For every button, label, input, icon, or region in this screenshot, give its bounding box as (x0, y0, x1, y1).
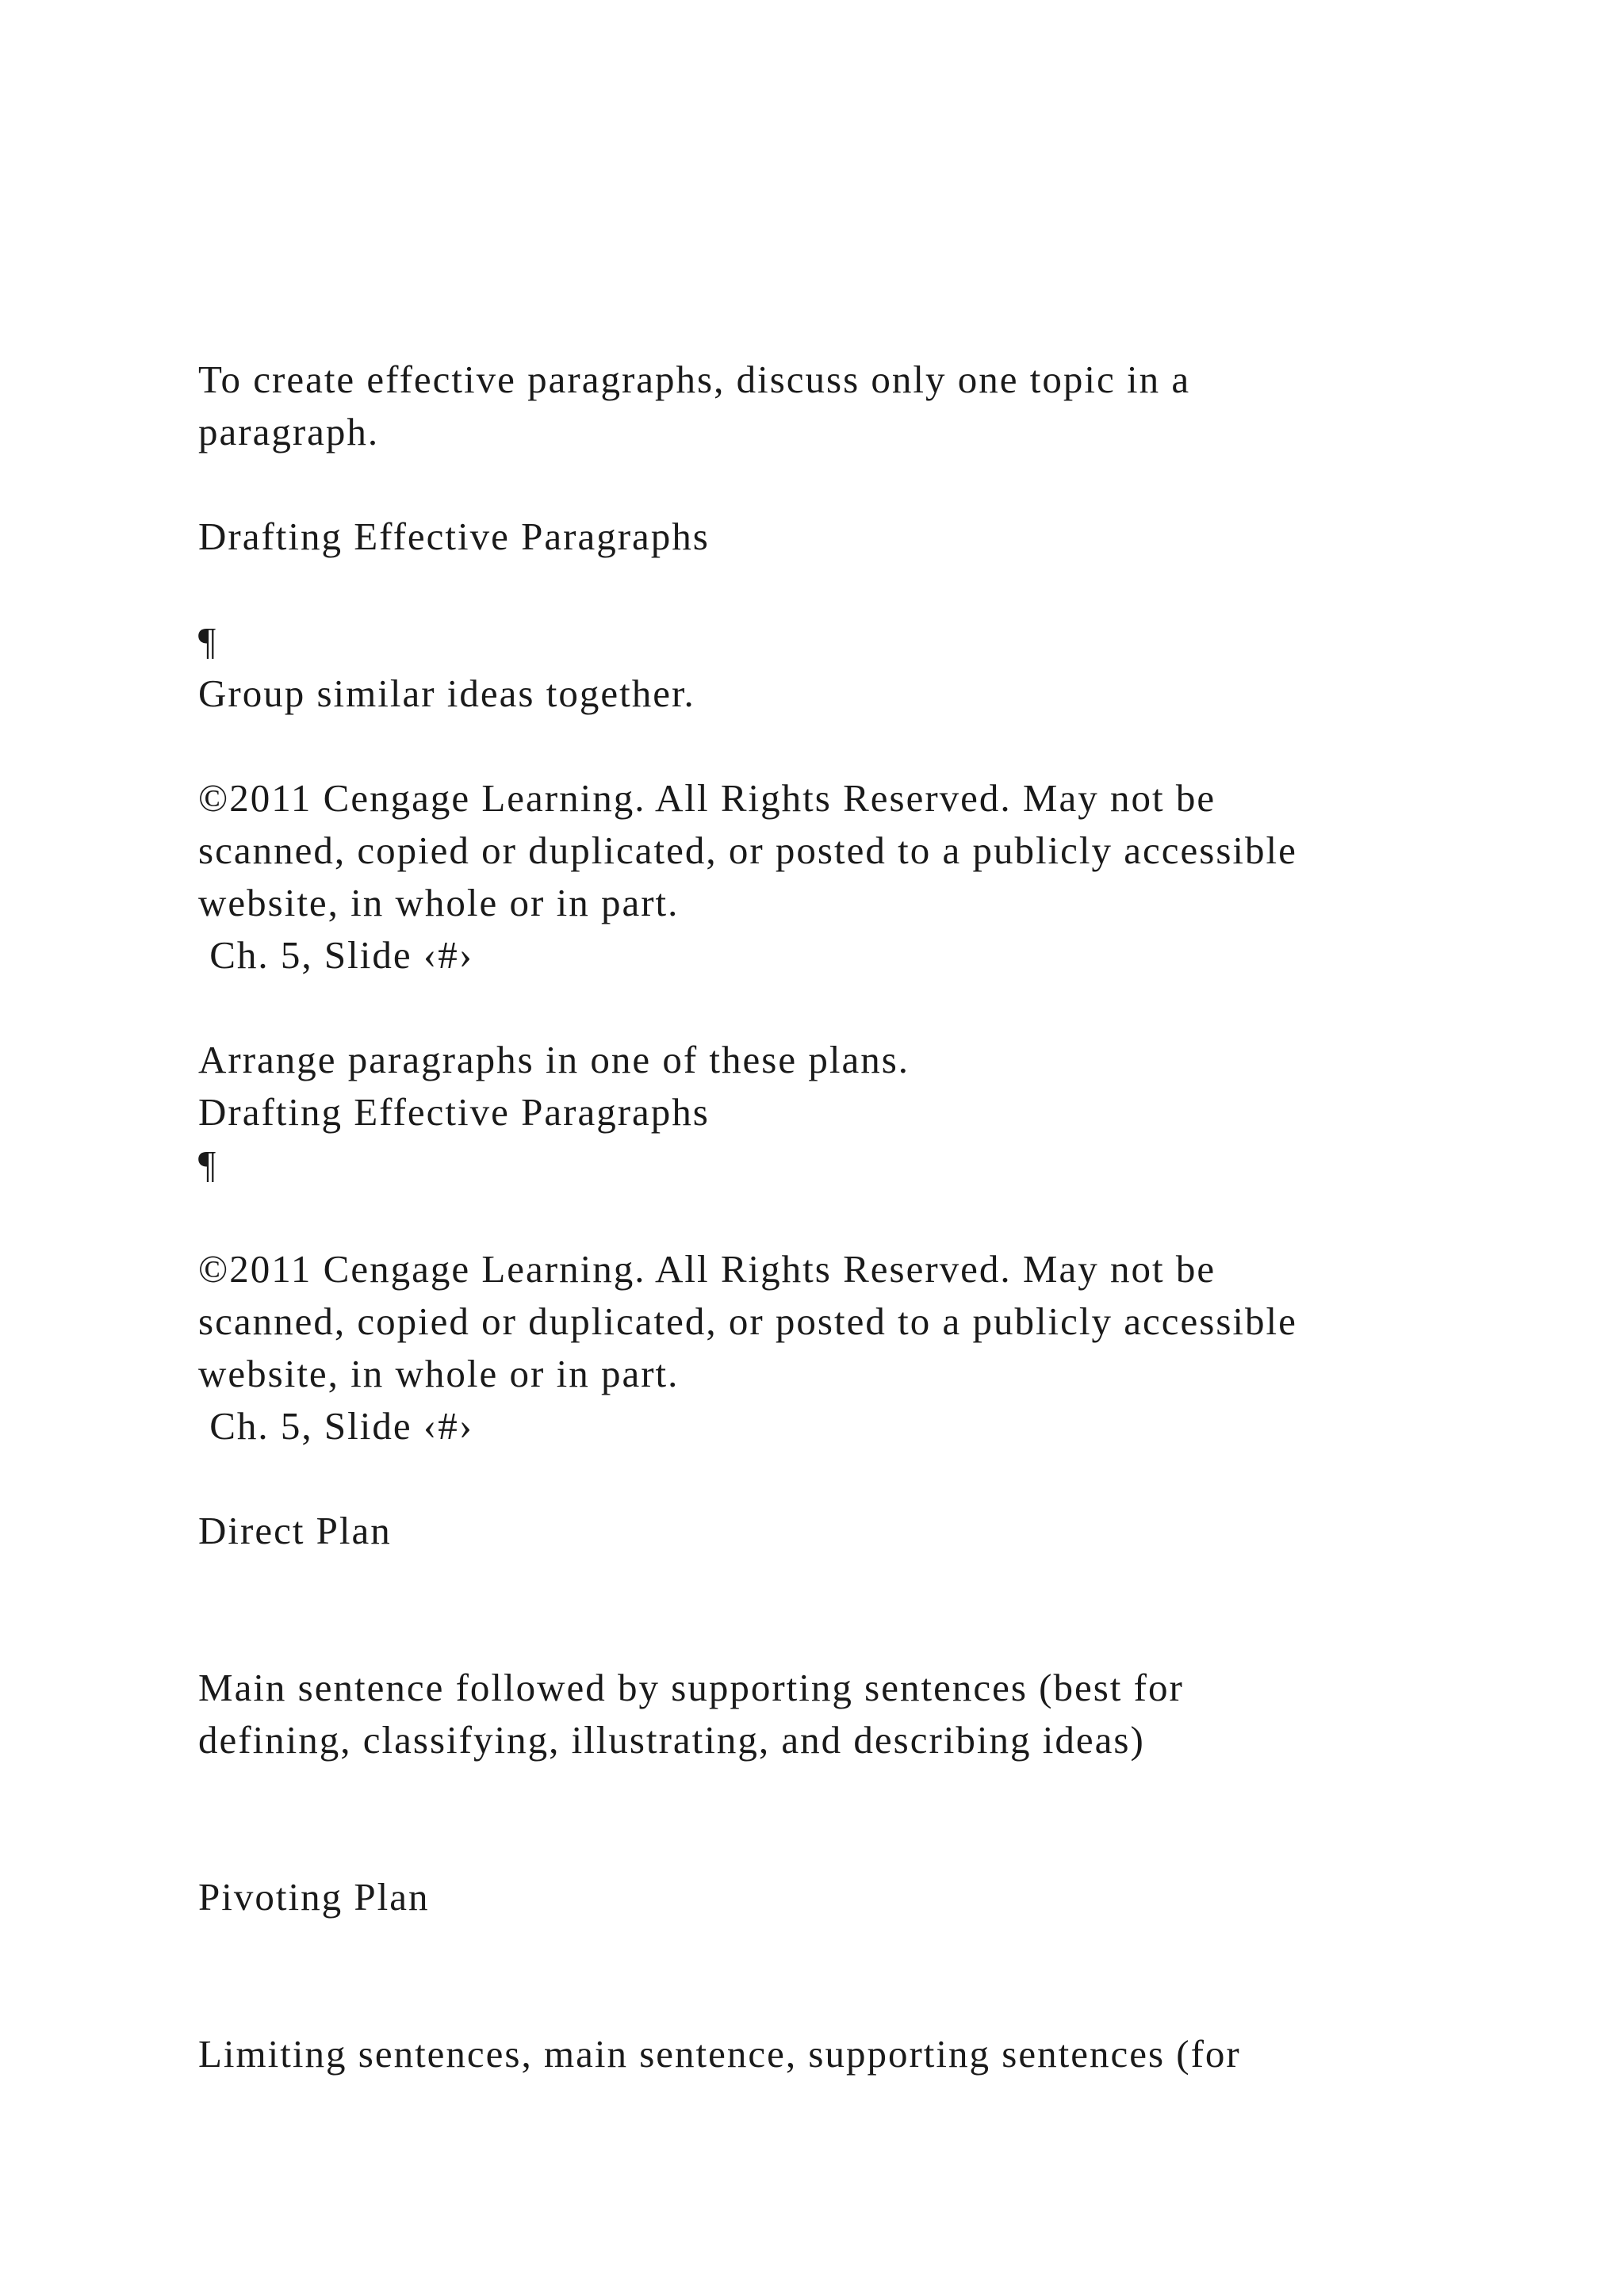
plan-heading: Pivoting Plan (198, 1875, 430, 1919)
copyright-notice: ©2011 Cengage Learning. All Rights Reserved. May not be (198, 1247, 1216, 1291)
slide-reference: Ch. 5, Slide ‹#› (198, 933, 474, 977)
copyright-notice: scanned, copied or duplicated, or posted to a publicly accessible (198, 1299, 1297, 1343)
copyright-notice: scanned, copied or duplicated, or posted to a publicly accessible (198, 828, 1297, 872)
plan-description: Main sentence followed by supporting sentences (best for (198, 1666, 1184, 1709)
plan-description: Limiting sentences, main sentence, supporting sentences (for (198, 2032, 1241, 2076)
slide-reference: Ch. 5, Slide ‹#› (198, 1404, 474, 1448)
copyright-notice: ©2011 Cengage Learning. All Rights Reserved. May not be (198, 776, 1216, 820)
plan-description: defining, classifying, illustrating, and describing ideas) (198, 1718, 1145, 1762)
text-line: Arrange paragraphs in one of these plans. (198, 1038, 910, 1081)
copyright-notice: website, in whole or in part. (198, 1352, 680, 1395)
section-heading: Drafting Effective Paragraphs (198, 1090, 710, 1134)
section-heading: Drafting Effective Paragraphs (198, 515, 710, 558)
text-line: Group similar ideas together. (198, 672, 695, 715)
plan-heading: Direct Plan (198, 1509, 392, 1552)
pilcrow-mark: ¶ (198, 1142, 218, 1186)
text-line: To create effective paragraphs, discuss only one topic in a (198, 358, 1191, 401)
pilcrow-mark: ¶ (198, 619, 218, 663)
copyright-notice: website, in whole or in part. (198, 881, 680, 924)
text-line: paragraph. (198, 410, 380, 453)
